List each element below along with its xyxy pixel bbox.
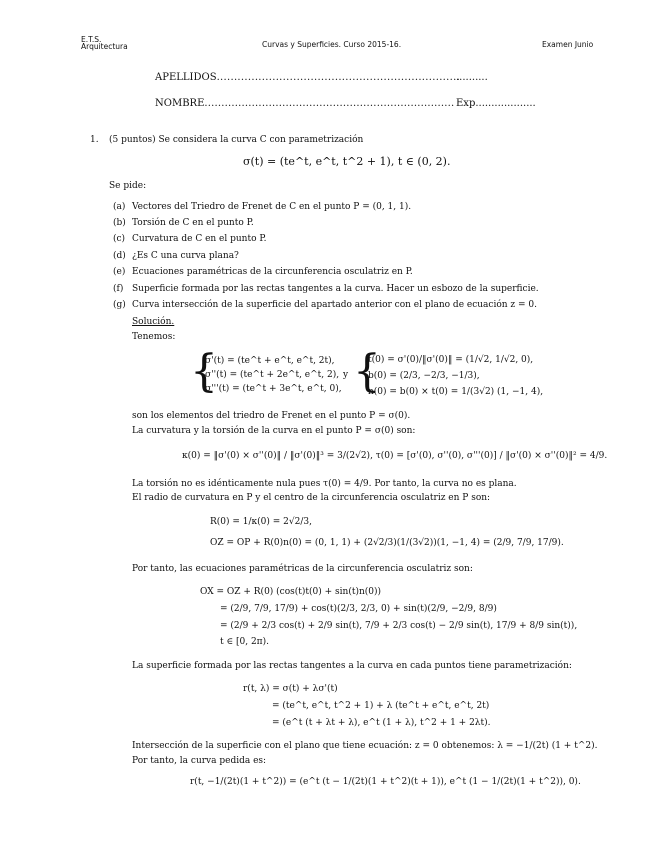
item-label: (d) (113, 251, 126, 261)
left-brace-derivatives: { (190, 346, 218, 397)
department-label: Arquitectura (81, 42, 128, 51)
surface-eq-3: = (e^t (t + λt + λ), e^t (1 + λ), t^2 + 1 + 2λt). (272, 718, 491, 728)
paragraph-circle: Por tanto, las ecuaciones paramétricas de la circunferencia osculatriz son: (132, 564, 473, 574)
problem-statement: (5 puntos) Se considera la curva C con parametrización (109, 135, 364, 145)
tangent-vector: t(0) = σ'(0)/‖σ'(0)‖ = (1/√2, 1/√2, 0), (368, 355, 534, 365)
solution-title: Solución. (132, 317, 175, 327)
left-brace-frenet: { (353, 346, 381, 397)
circle-eq-1: OX = OZ + R(0) (cos(t)t(0) + sin(t)n(0)) (200, 587, 382, 597)
name-dots: .......................................................................... (204, 98, 455, 109)
paragraph-intersection: Intersección de la superficie con el plano que tiene ecuación: z = 0 obtenemos: λ = −1/(2t) (1 + t^2). (132, 741, 598, 751)
exp-dots: ................... (475, 98, 536, 109)
paragraph-torsion: La torsión no es idénticamente nula pues τ(0) = 4/9. Por tanto, la curva no es plana. (132, 479, 517, 489)
item-label: (g) (113, 300, 126, 310)
surname-dots-short: .......... (456, 72, 488, 83)
and-label: y (343, 370, 349, 380)
name-row (155, 98, 454, 109)
item-text: Curva intersección de la superficie del apartado anterior con el plano de ecuación z = 0. (132, 300, 537, 310)
circle-eq-3: = (2/9 + 2/3 cos(t) + 2/9 sin(t), 7/9 + 2/3 cos(t) − 2/9 sin(t), 17/9 + 8/9 sin(t)), (220, 621, 578, 631)
center-equation: OZ = OP + R(0)n(0) = (0, 1, 1) + (2√2/3)(1/(3√2))(1, −1, 4) = (2/9, 7/9, 17/9). (210, 538, 564, 548)
exp-label: Exp (456, 98, 476, 109)
item-text: Curvatura de C en el punto P. (132, 234, 267, 244)
tenemos-label: Tenemos: (132, 332, 176, 342)
item-label: (a) (113, 202, 126, 212)
item-label: (b) (113, 218, 126, 228)
item-text: ¿Es C una curva plana? (132, 251, 239, 261)
item-text: Torsión de C en el punto P. (132, 218, 254, 228)
radius-equation: R(0) = 1/κ(0) = 2√2/3, (210, 517, 312, 527)
item-label: (e) (113, 267, 126, 277)
derivative-2: σ''(t) = (te^t + 2e^t, e^t, 2), (205, 370, 340, 380)
paragraph-conclusion: Por tanto, la curva pedida es: (132, 756, 267, 766)
paragraph-radius: El radio de curvatura en P y el centro de la circunferencia osculatriz en P son: (132, 493, 491, 503)
paragraph-frenet: son los elementos del triedro de Frenet en el punto P = σ(0). (132, 411, 411, 421)
name-label: NOMBRE (155, 98, 205, 109)
circle-eq-2: = (2/9, 7/9, 17/9) + cos(t)(2/3, 2/3, 0) + sin(t)(2/9, −2/9, 8/9) (220, 604, 497, 614)
circle-eq-4: t ∈ [0, 2π). (220, 637, 269, 647)
curvature-torsion-equation: κ(0) = ‖σ'(0) × σ''(0)‖ / ‖σ'(0)‖³ = 3/(2√2), τ(0) = [σ'(0), σ''(0), σ'''(0)] / ‖σ'(0) × σ''(0)‖² = 4/9. (182, 451, 608, 461)
paragraph-surface: La superficie formada por las rectas tangentes a la curva en cada puntos tiene parametrización: (132, 661, 572, 671)
derivative-3: σ'''(t) = (te^t + 3e^t, e^t, 0), (205, 384, 342, 394)
surface-eq-2: = (te^t, e^t, t^2 + 1) + λ (te^t + e^t, e^t, 2t) (272, 701, 490, 711)
normal-vector: n(0) = b(0) × t(0) = 1/(3√2) (1, −1, 4), (368, 387, 544, 397)
exp-row (456, 98, 536, 109)
surname-dots: ...................................................................... (216, 72, 461, 83)
problem-number: 1. (90, 135, 99, 145)
surname-label: APELLIDOS (155, 72, 217, 83)
exam-title: Examen Junio (542, 40, 594, 49)
item-text: Ecuaciones paramétricas de la circunferencia osculatriz en P. (132, 267, 413, 277)
item-text: Vectores del Triedro de Frenet de C en el punto P = (0, 1, 1). (132, 202, 412, 212)
surname-row (155, 72, 460, 83)
item-label: (c) (113, 234, 126, 244)
item-text: Superficie formada por las rectas tangentes a la curva. Hacer un esbozo de la superficie. (132, 284, 539, 294)
derivative-1: σ'(t) = (te^t + e^t, e^t, 2t), (205, 356, 335, 366)
parametrization-equation: σ(t) = (te^t, e^t, t^2 + 1), t ∈ (0, 2). (243, 155, 451, 168)
final-curve-equation: r(t, −1/(2t)(1 + t^2)) = (e^t (t − 1/(2t)(1 + t^2)(t + 1)), e^t (1 − 1/(2t)(1 + t^2)), 0). (190, 777, 581, 787)
paragraph-curvature-intro: La curvatura y la torsión de la curva en el punto P = σ(0) son: (132, 426, 416, 436)
item-label: (f) (113, 284, 124, 294)
school-label: E.T.S. (81, 35, 102, 44)
binormal-vector: b(0) = (2/3, −2/3, −1/3), (368, 371, 480, 381)
surface-eq-1: r(t, λ) = σ(t) + λσ'(t) (243, 684, 338, 694)
course-title: Curvas y Superficies. Curso 2015-16. (262, 40, 402, 49)
se-pide-label: Se pide: (109, 181, 147, 191)
